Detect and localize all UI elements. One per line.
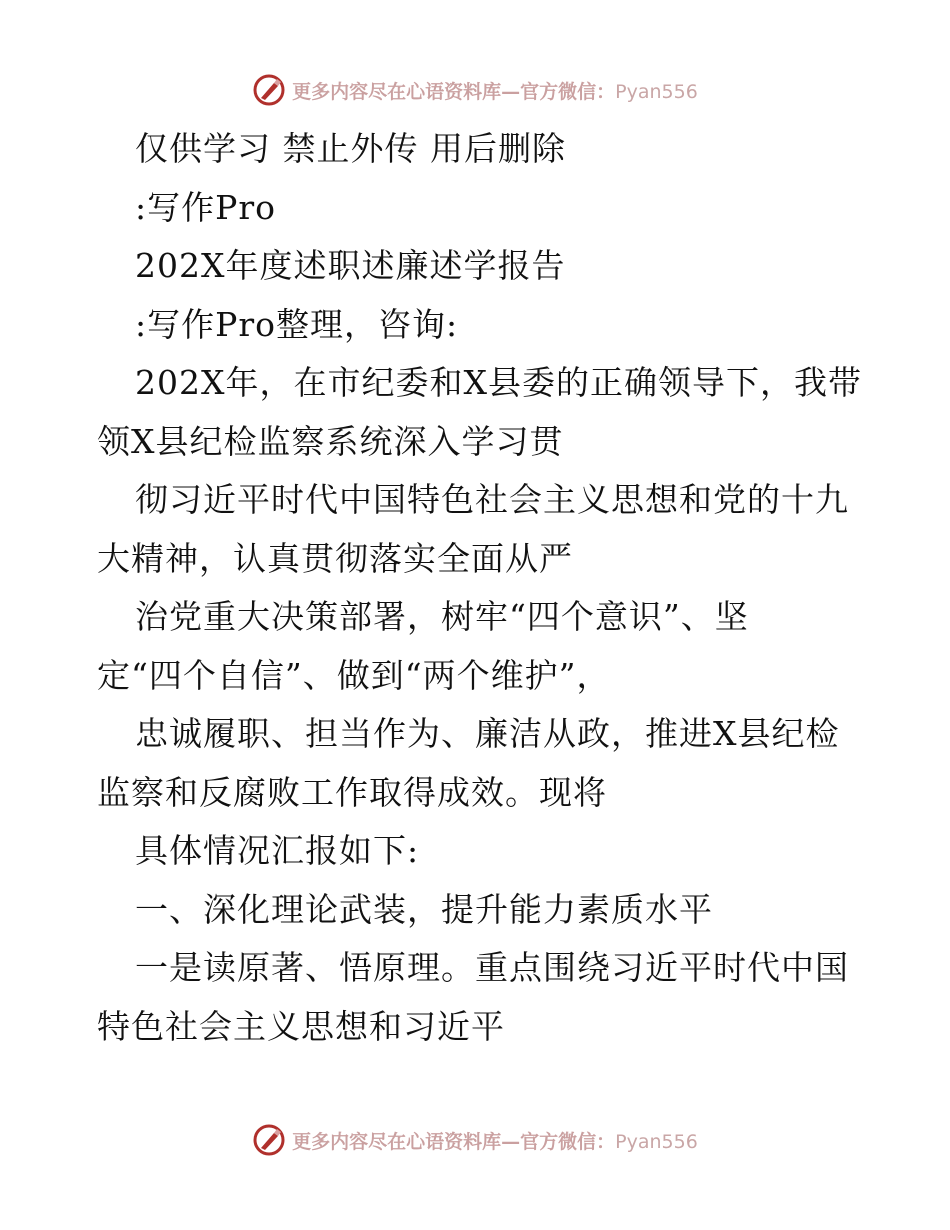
- watermark-text: [292, 77, 698, 104]
- paragraph-line: 监察和反腐败工作取得成效。现将: [97, 772, 607, 812]
- paragraph-line: 忠诚履职、担当作为、廉洁从政，推进X县纪检: [135, 714, 840, 753]
- watermark-cn-text: 更多内容尽在心语资料库—官方微信：: [292, 80, 616, 103]
- paragraph-line: :写作Pro整理，咨询:: [135, 304, 459, 344]
- pen-seal-icon: [252, 1123, 286, 1157]
- paragraph-line: 彻习近平时代中国特色社会主义思想和党的十九: [135, 480, 849, 519]
- paragraph-line: 领X县纪检监察系统深入学习贯: [97, 421, 564, 461]
- paragraph-line: 治党重大决策部署，树牢“四个意识”、坚: [135, 597, 749, 636]
- paragraph-line: 202X年，在市纪委和X县委的正确领导下，我带: [135, 363, 862, 402]
- watermark-id-text: Pyan556: [615, 80, 698, 103]
- paragraph-line: :写作Pro: [135, 187, 276, 227]
- watermark-text: [292, 1127, 698, 1154]
- header-watermark: [0, 70, 950, 110]
- document-body: [97, 120, 862, 1056]
- paragraph-line: 一、深化理论武装，提升能力素质水平: [135, 889, 713, 929]
- paragraph-line: 特色社会主义思想和习近平: [97, 1006, 505, 1046]
- pen-seal-icon: [252, 73, 286, 107]
- paragraph-line: 定“四个自信”、做到“两个维护”，: [97, 655, 611, 695]
- watermark-cn-text: 更多内容尽在心语资料库—官方微信：: [292, 1130, 616, 1153]
- watermark-id-text: Pyan556: [615, 1130, 698, 1153]
- paragraph-line: 大精神，认真贯彻落实全面从严: [97, 538, 573, 578]
- paragraph-line: 具体情况汇报如下:: [135, 831, 420, 870]
- paragraph-line: 202X年度述职述廉述学报告: [135, 246, 566, 285]
- footer-watermark: [0, 1120, 950, 1160]
- paragraph-line: 仅供学习 禁止外传 用后删除: [135, 129, 566, 168]
- paragraph-line: 一是读原著、悟原理。重点围绕习近平时代中国: [135, 948, 849, 987]
